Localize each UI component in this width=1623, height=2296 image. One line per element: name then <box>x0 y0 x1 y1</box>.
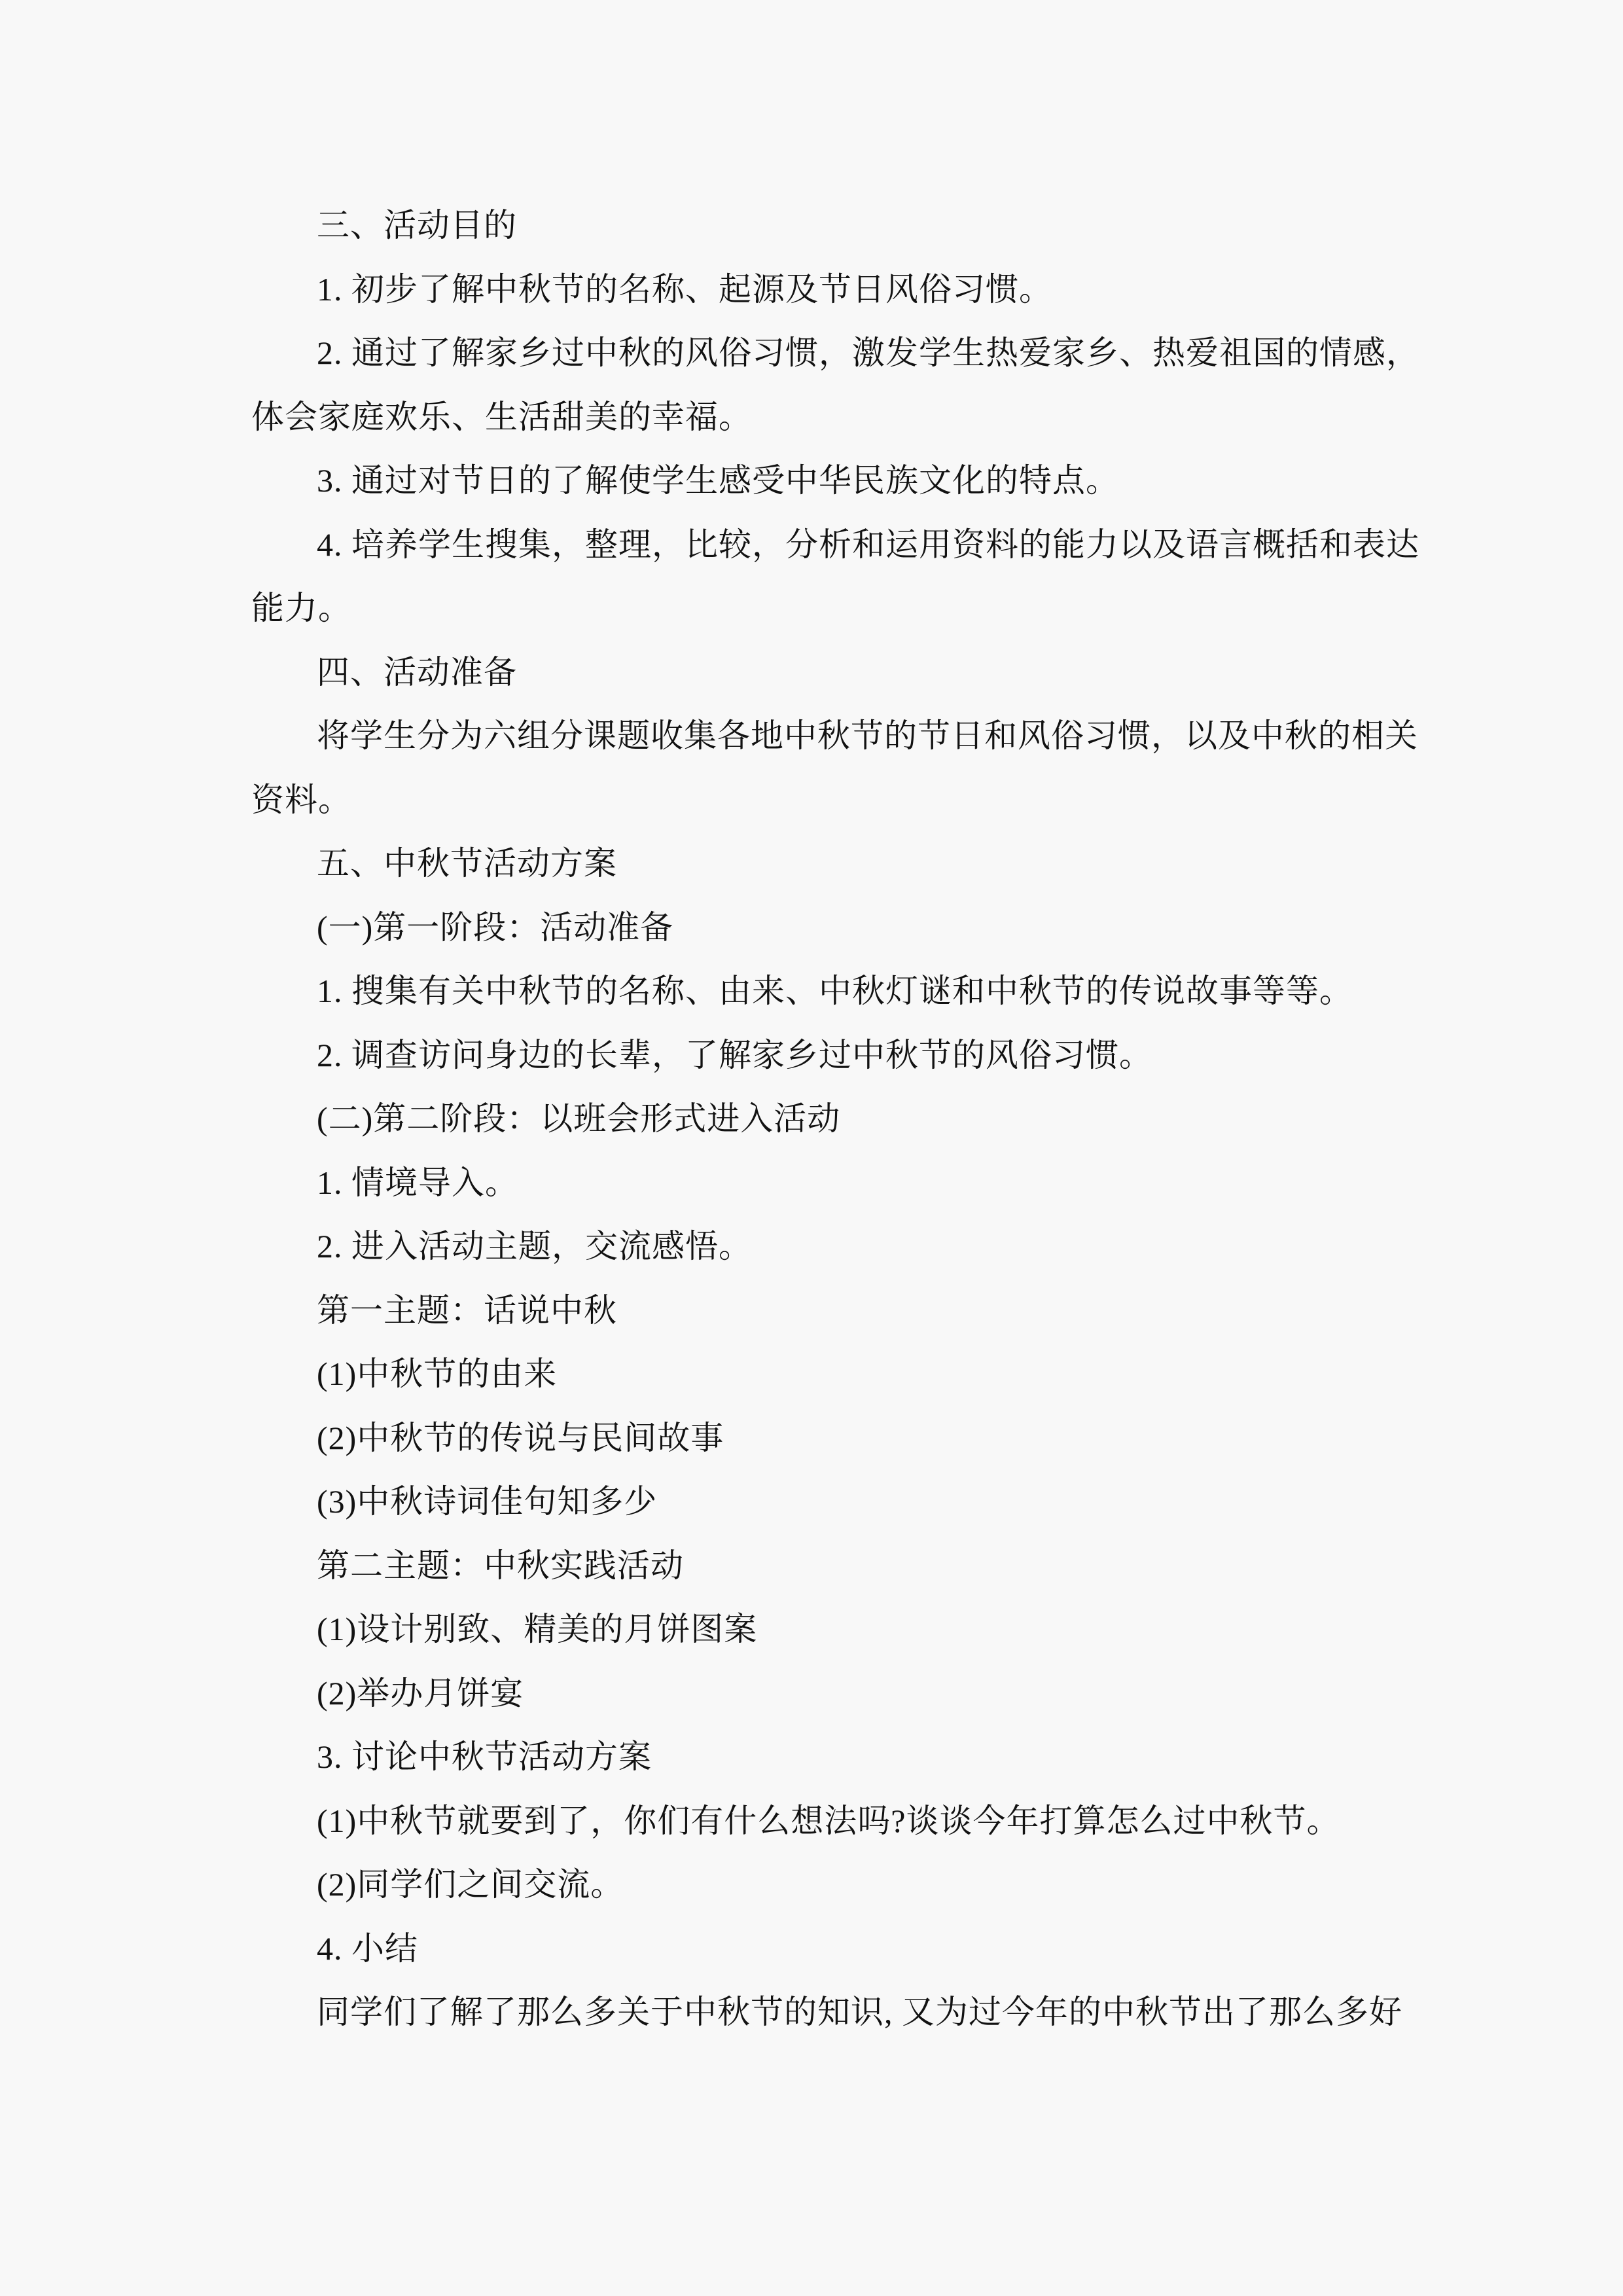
text-line-stage-2-item-2: 2. 进入活动主题，交流感悟。 <box>317 1228 752 1265</box>
text-line-heading-5: 五、中秋节活动方案 <box>317 845 617 882</box>
text-line-goal-4-cont: 能力。 <box>251 590 351 626</box>
text-line-summary-body: 同学们了解了那么多关于中秋节的知识, 又为过今年的中秋节出了那么多好 <box>317 1994 1402 2030</box>
text-line-heading-4: 四、活动准备 <box>317 653 517 691</box>
text-line-theme-1-sub-1: (1)中秋节的由来 <box>317 1355 558 1392</box>
text-line-goal-4: 4. 培养学生搜集，整理，比较，分析和运用资料的能力以及语言概括和表达 <box>317 526 1419 563</box>
text-line-theme-1-sub-3: (3)中秋诗词佳句知多少 <box>317 1483 658 1520</box>
text-line-stage-1: (一)第一阶段：活动准备 <box>317 908 674 946</box>
text-line-discuss: 3. 讨论中秋节活动方案 <box>317 1738 652 1775</box>
text-line-summary-heading: 4. 小结 <box>317 1929 418 1967</box>
text-line-prep: 将学生分为六组分课题收集各地中秋节的节日和风俗习惯，以及中秋的相关 <box>317 717 1418 754</box>
text-line-stage-1-item-1: 1. 搜集有关中秋节的名称、由来、中秋灯谜和中秋节的传说故事等等。 <box>317 973 1353 1009</box>
text-line-stage-1-item-2: 2. 调查访问身边的长辈，了解家乡过中秋节的风俗习惯。 <box>317 1036 1152 1073</box>
text-line-stage-2-item-1: 1. 情境导入。 <box>317 1164 518 1201</box>
text-line-theme-1-sub-2: (2)中秋节的传说与民间故事 <box>317 1419 724 1456</box>
text-line-goal-2: 2. 通过了解家乡过中秋的风俗习惯，激发学生热爱家乡、热爱祖国的情感， <box>317 334 1419 371</box>
text-line-goal-1: 1. 初步了解中秋节的名称、起源及节日风俗习惯。 <box>317 270 1052 308</box>
text-line-theme-2-sub-2: (2)举办月饼宴 <box>317 1674 524 1712</box>
text-line-theme-1: 第一主题：话说中秋 <box>317 1291 617 1329</box>
text-line-discuss-sub-1: (1)中秋节就要到了，你们有什么想法吗?谈谈今年打算怎么过中秋节。 <box>317 1802 1340 1839</box>
text-line-goal-2-cont: 体会家庭欢乐、生活甜美的幸福。 <box>251 398 752 435</box>
text-line-theme-2-sub-1: (1)设计别致、精美的月饼图案 <box>317 1611 758 1647</box>
text-line-heading-3: 三、活动目的 <box>317 207 517 243</box>
text-line-discuss-sub-2: (2)同学们之间交流。 <box>317 1866 624 1903</box>
text-line-prep-cont: 资料。 <box>251 781 351 818</box>
text-line-theme-2: 第二主题：中秋实践活动 <box>317 1547 684 1584</box>
text-line-goal-3: 3. 通过对节日的了解使学生感受中华民族文化的特点。 <box>317 462 1119 499</box>
text-line-stage-2: (二)第二阶段：以班会形式进入活动 <box>317 1100 841 1137</box>
